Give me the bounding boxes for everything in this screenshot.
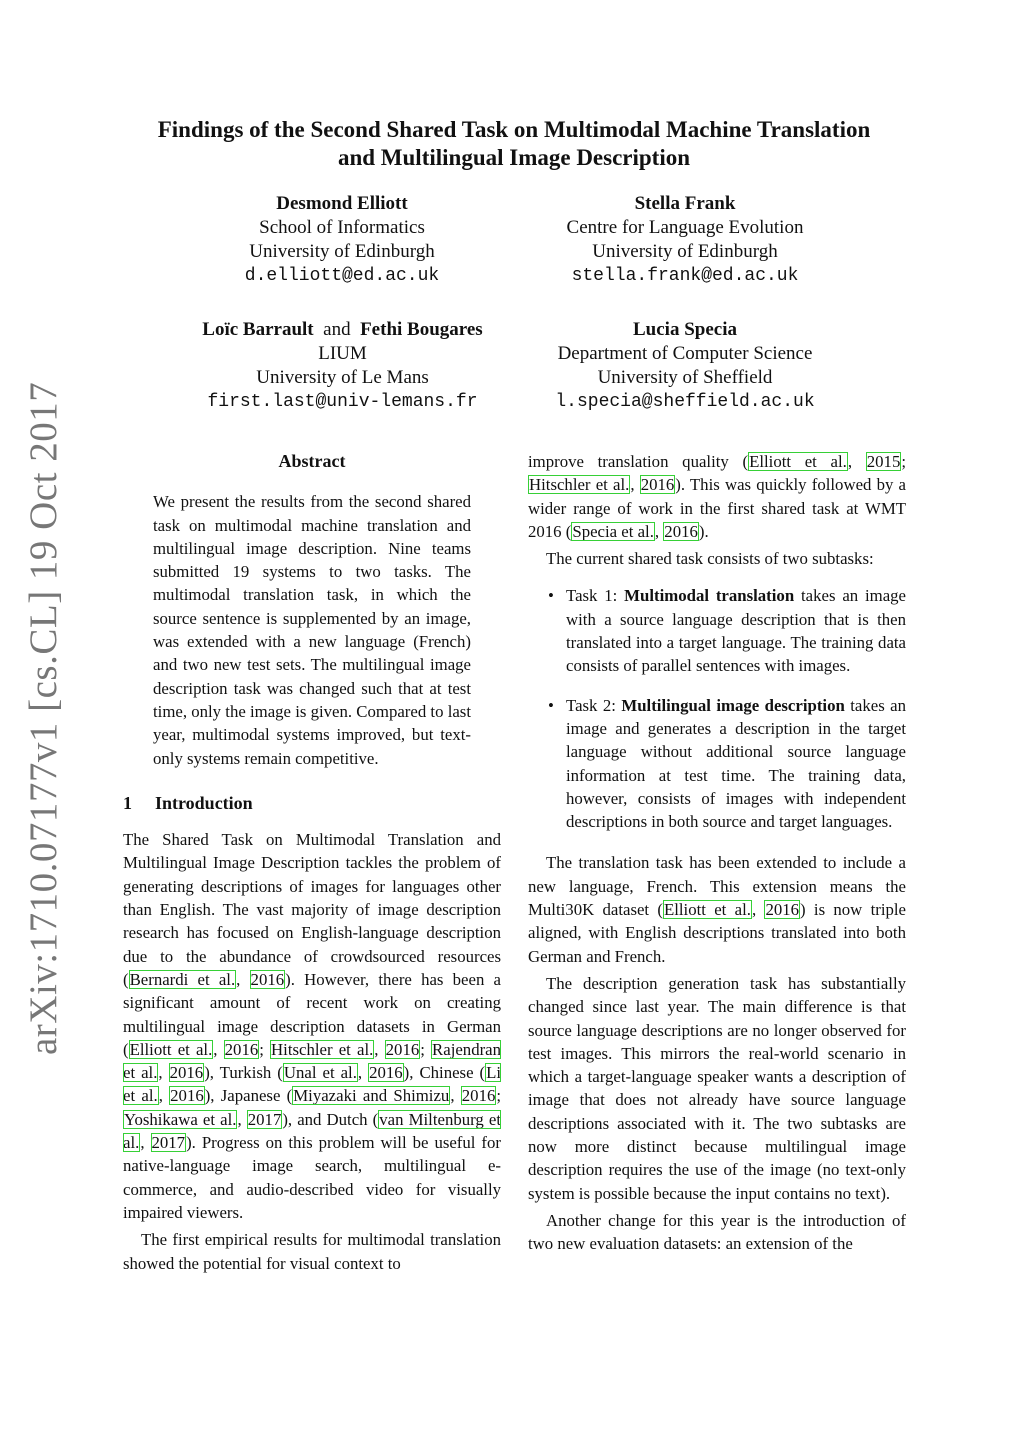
text-run: , bbox=[237, 1109, 247, 1129]
author-affiliation: LIUM bbox=[318, 343, 367, 364]
text-run: , bbox=[654, 521, 664, 541]
citation-link[interactable]: Elliott et al. bbox=[663, 900, 751, 920]
author-block-barrault-bougares bbox=[180, 318, 505, 414]
citation-link[interactable]: 2015 bbox=[866, 452, 901, 471]
citation-link[interactable]: 2016 bbox=[664, 521, 698, 541]
citation-link[interactable]: 2016 bbox=[224, 1039, 259, 1059]
author-name: Lucia Specia bbox=[633, 319, 737, 340]
text-run: ), Turkish ( bbox=[204, 1063, 283, 1083]
text-run: ; bbox=[420, 1039, 432, 1059]
text-run: ), Chinese ( bbox=[403, 1063, 486, 1083]
text-run: , bbox=[847, 452, 866, 471]
text-run: , bbox=[751, 900, 765, 920]
author-block-specia bbox=[530, 318, 840, 414]
citation-link[interactable]: 2017 bbox=[247, 1109, 282, 1129]
citation-link[interactable]: 2016 bbox=[170, 1086, 204, 1106]
abstract-heading: Abstract bbox=[278, 451, 346, 471]
intro-paragraph-1 bbox=[123, 828, 501, 1224]
bullet-icon: • bbox=[548, 586, 554, 606]
author-affiliation: School of Informatics bbox=[259, 217, 425, 238]
author-name: Desmond Elliott bbox=[276, 193, 408, 214]
author-university: University of Le Mans bbox=[256, 367, 429, 388]
intro-paragraph-2: The first empirical results for multimodal translation showed the potential for visual context to bbox=[123, 1230, 501, 1273]
author-email[interactable]: stella.frank@ed.ac.uk bbox=[571, 266, 799, 286]
citation-link[interactable]: 2016 bbox=[169, 1063, 204, 1083]
text-run: ), Japanese ( bbox=[204, 1086, 293, 1106]
task-label: Task 1: bbox=[566, 586, 625, 606]
task-description: takes an image and generates a description in the target language without additional source language information at test time. The training data, however, consists of images with independent descriptions in both source and target languages. bbox=[566, 695, 906, 832]
author-name-barrault: Loïc Barrault bbox=[202, 319, 314, 340]
title-line-1: Findings of the Second Shared Task on Multimodal Machine Translation bbox=[157, 117, 871, 142]
text-run: improve translation quality ( bbox=[528, 452, 749, 471]
text-run: ). However, there has been a significant amount of recent work on creating multilingual image description datasets in German ( bbox=[123, 969, 501, 1059]
text-run: , bbox=[236, 969, 250, 989]
task-2-item bbox=[528, 694, 906, 834]
citation-link[interactable]: Hitschler et al. bbox=[271, 1039, 374, 1059]
citation-link[interactable]: Li et al. bbox=[123, 1063, 502, 1106]
text-run: ) is now triple aligned, with English descriptions translated into both German and French. bbox=[528, 900, 907, 966]
task-description: takes an image with a source language description that is then translated into a target language. The training data consists of parallel sentences with images. bbox=[566, 586, 906, 676]
citation-link[interactable]: Yoshikawa et al. bbox=[124, 1109, 237, 1129]
paper-title bbox=[112, 116, 916, 172]
citation-link[interactable]: Rajendran et al. bbox=[123, 1039, 502, 1083]
citation-link[interactable]: Elliott et al. bbox=[749, 452, 847, 471]
author-affiliation: Department of Computer Science bbox=[557, 343, 813, 364]
author-university: University of Sheffield bbox=[597, 367, 773, 388]
left-column bbox=[123, 450, 501, 1275]
author-name: Stella Frank bbox=[634, 193, 736, 214]
right-paragraph-4: The description generation task has substantially changed since last year. The main difference is that source language descriptions are no longer observed for test images. This mirrors the real-world scenario in which a target-language speaker wants a description of image that does not already have source language descriptions associated with it. The two subtasks are now more distinct because multilingual image description requires the use of the image (no text-only system is possible because the input contains no text). bbox=[528, 973, 906, 1203]
text-run: ). This was quickly followed by a wider range of work in the first shared task at WMT 2016 ( bbox=[528, 475, 907, 541]
right-paragraph-3 bbox=[528, 851, 906, 967]
section-title: Introduction bbox=[155, 792, 253, 813]
arxiv-identifier[interactable]: arXiv:1710.07177v1 [cs.CL] 19 Oct 2017 bbox=[22, 381, 65, 1055]
citation-link[interactable]: 2017 bbox=[151, 1133, 186, 1153]
text-run: The translation task has been extended to include a new language, French. This extension means the Multi30K dataset ( bbox=[528, 853, 906, 920]
citation-link[interactable]: 2016 bbox=[385, 1039, 420, 1059]
citation-link[interactable]: Elliott et al. bbox=[129, 1039, 213, 1059]
author-email[interactable]: d.elliott@ed.ac.uk bbox=[244, 266, 440, 286]
citation-link[interactable]: 2016 bbox=[369, 1063, 403, 1083]
citation-link[interactable]: 2016 bbox=[461, 1086, 496, 1106]
title-line-2: and Multilingual Image Description bbox=[337, 145, 691, 170]
text-run: , bbox=[158, 1086, 170, 1106]
citation-link[interactable]: 2016 bbox=[250, 969, 285, 989]
citation-link[interactable]: 2016 bbox=[765, 900, 800, 920]
citation-link[interactable]: Hitschler et al. bbox=[529, 475, 630, 495]
text-run: ; bbox=[901, 452, 906, 471]
right-paragraph-1 bbox=[528, 450, 906, 543]
section-number: 1 bbox=[123, 792, 132, 813]
author-block-frank bbox=[550, 192, 820, 288]
abstract-text: We present the results from the second shared task on multimodal machine translation and multilingual image description. Nine teams submitted 19 systems to two tasks. The multimodal translation task, in which the source sentence is supplemented by an image, was extended with a new language (French) and two new test sets. The multilingual image description task was changed such that at test time, only the image is given. Compared to last year, multimodal systems improved, but text-only systems remain competitive. bbox=[153, 492, 471, 768]
section-heading-introduction bbox=[123, 792, 501, 815]
author-email[interactable]: first.last@univ-lemans.fr bbox=[207, 392, 478, 412]
text-run: , bbox=[374, 1039, 385, 1059]
text-run: ; bbox=[496, 1086, 502, 1106]
citation-link[interactable]: 2016 bbox=[640, 475, 675, 495]
text-run: , bbox=[357, 1063, 369, 1083]
author-name-bougares: Fethi Bougares bbox=[360, 319, 483, 340]
author-affiliation: Centre for Language Evolution bbox=[566, 217, 804, 238]
citation-link[interactable]: Specia et al. bbox=[572, 521, 654, 541]
author-university: University of Edinburgh bbox=[592, 241, 778, 262]
citation-link[interactable]: Unal et al. bbox=[283, 1063, 357, 1083]
author-names bbox=[180, 318, 505, 342]
subtasks-intro: The current shared task consists of two subtasks: bbox=[546, 549, 874, 569]
bullet-icon: • bbox=[548, 695, 554, 715]
right-column bbox=[528, 450, 906, 1256]
citation-link[interactable]: Miyazaki and Shimizu bbox=[293, 1086, 450, 1106]
task-label: Task 2: bbox=[566, 695, 622, 715]
arxiv-side-label bbox=[16, 381, 72, 1055]
task-title: Multilingual image description bbox=[621, 695, 845, 715]
author-university: University of Edinburgh bbox=[249, 241, 435, 262]
text-run: The Shared Task on Multimodal Translation and Multilingual Image Description tackles the problem of generating descriptions of images for languages other than English. The vast majority of image description research has focused on English-language description due to the abundance of crowdsourced resources ( bbox=[123, 830, 501, 989]
text-run: ), and Dutch ( bbox=[282, 1109, 379, 1129]
author-conjunction: and bbox=[323, 319, 351, 340]
task-1-item bbox=[528, 584, 906, 677]
right-paragraph-5: Another change for this year is the introduction of two new evaluation datasets: an extension of the bbox=[528, 1210, 906, 1254]
text-run: , bbox=[450, 1086, 461, 1106]
text-run: ). bbox=[698, 521, 709, 541]
text-run: , bbox=[158, 1063, 169, 1083]
task-title: Multimodal translation bbox=[624, 586, 795, 606]
author-block-elliott bbox=[222, 192, 462, 288]
citation-link[interactable]: Bernardi et al. bbox=[129, 969, 236, 989]
text-run: ; bbox=[259, 1039, 271, 1059]
text-run: , bbox=[630, 475, 640, 495]
text-run: , bbox=[213, 1039, 224, 1059]
task-list bbox=[528, 584, 906, 833]
text-run: ). Progress on this problem will be useful for native-language image search, multilingual e-commerce, and audio-described video for visually impaired viewers. bbox=[123, 1133, 502, 1222]
author-email[interactable]: l.specia@sheffield.ac.uk bbox=[555, 392, 815, 412]
citation-link[interactable]: van Miltenburg et al. bbox=[123, 1109, 502, 1153]
text-run: , bbox=[140, 1133, 151, 1153]
